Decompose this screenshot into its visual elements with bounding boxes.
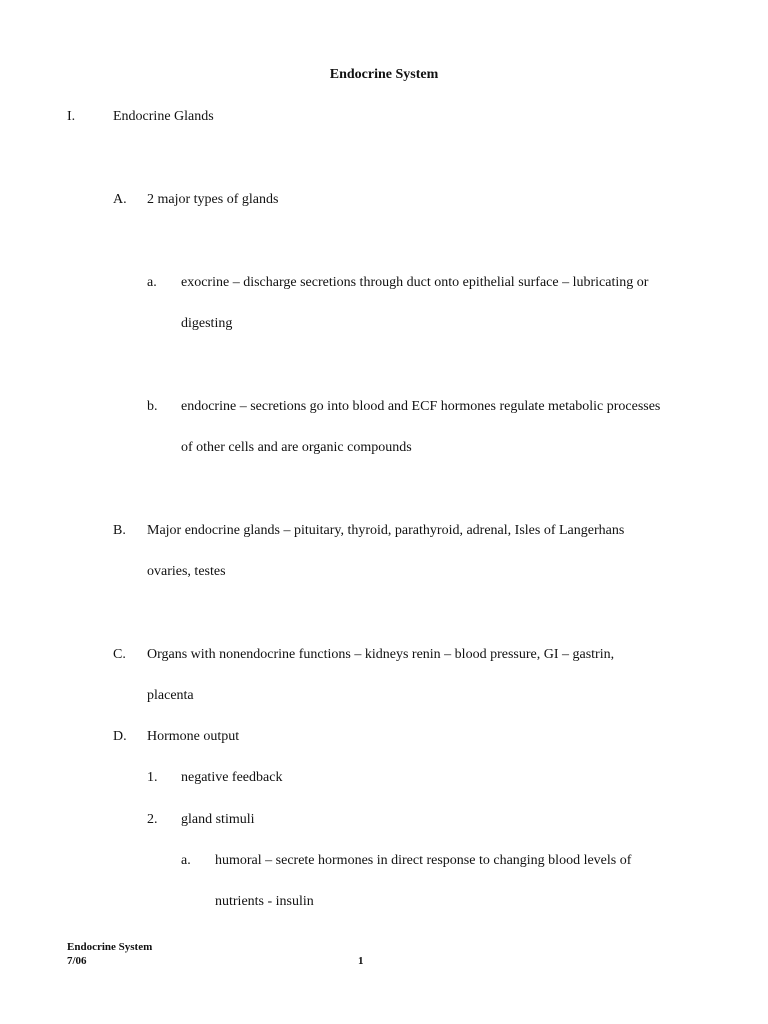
item-d-1-text: negative feedback (181, 770, 283, 785)
item-d-marker: D. (113, 729, 127, 744)
item-d-1-marker: 1. (147, 770, 158, 785)
item-a-b-line1: endocrine – secretions go into blood and ECF hormones regulate metabolic processes (181, 399, 661, 414)
section-i-heading: Endocrine Glands (113, 109, 214, 124)
item-c-line1: Organs with nonendocrine functions – kidneys renin – blood pressure, GI – gastrin, (147, 647, 615, 662)
item-d-2-marker: 2. (147, 812, 158, 827)
item-d-2-text: gland stimuli (181, 812, 255, 827)
item-a-b-line2: of other cells and are organic compounds (181, 440, 412, 455)
item-d-text: Hormone output (147, 729, 240, 744)
item-b-line1: Major endocrine glands – pituitary, thyroid, parathyroid, adrenal, Isles of Langerhans (147, 523, 625, 538)
footer-date: 7/06 (67, 955, 87, 967)
item-b-line2: ovaries, testes (147, 564, 226, 579)
item-d-2-a-line2: nutrients - insulin (215, 894, 314, 909)
item-a-a-marker: a. (147, 275, 157, 290)
item-a-text: 2 major types of glands (147, 192, 279, 207)
document-title: Endocrine System (329, 67, 439, 82)
item-c-marker: C. (113, 647, 126, 662)
item-a-a-line1: exocrine – discharge secretions through duct onto epithelial surface – lubricating or (181, 275, 649, 290)
footer-page-number: 1 (358, 955, 364, 967)
item-c-line2: placenta (147, 688, 194, 703)
footer-doc-name: Endocrine System (67, 941, 153, 953)
item-a-marker: A. (113, 192, 127, 207)
item-b-marker: B. (113, 523, 126, 538)
item-d-2-a-line1: humoral – secrete hormones in direct response to changing blood levels of (215, 853, 632, 868)
item-a-b-marker: b. (147, 399, 158, 414)
item-a-a-line2: digesting (181, 316, 233, 331)
section-i-marker: I. (67, 109, 76, 124)
item-d-2-a-marker: a. (181, 853, 191, 868)
